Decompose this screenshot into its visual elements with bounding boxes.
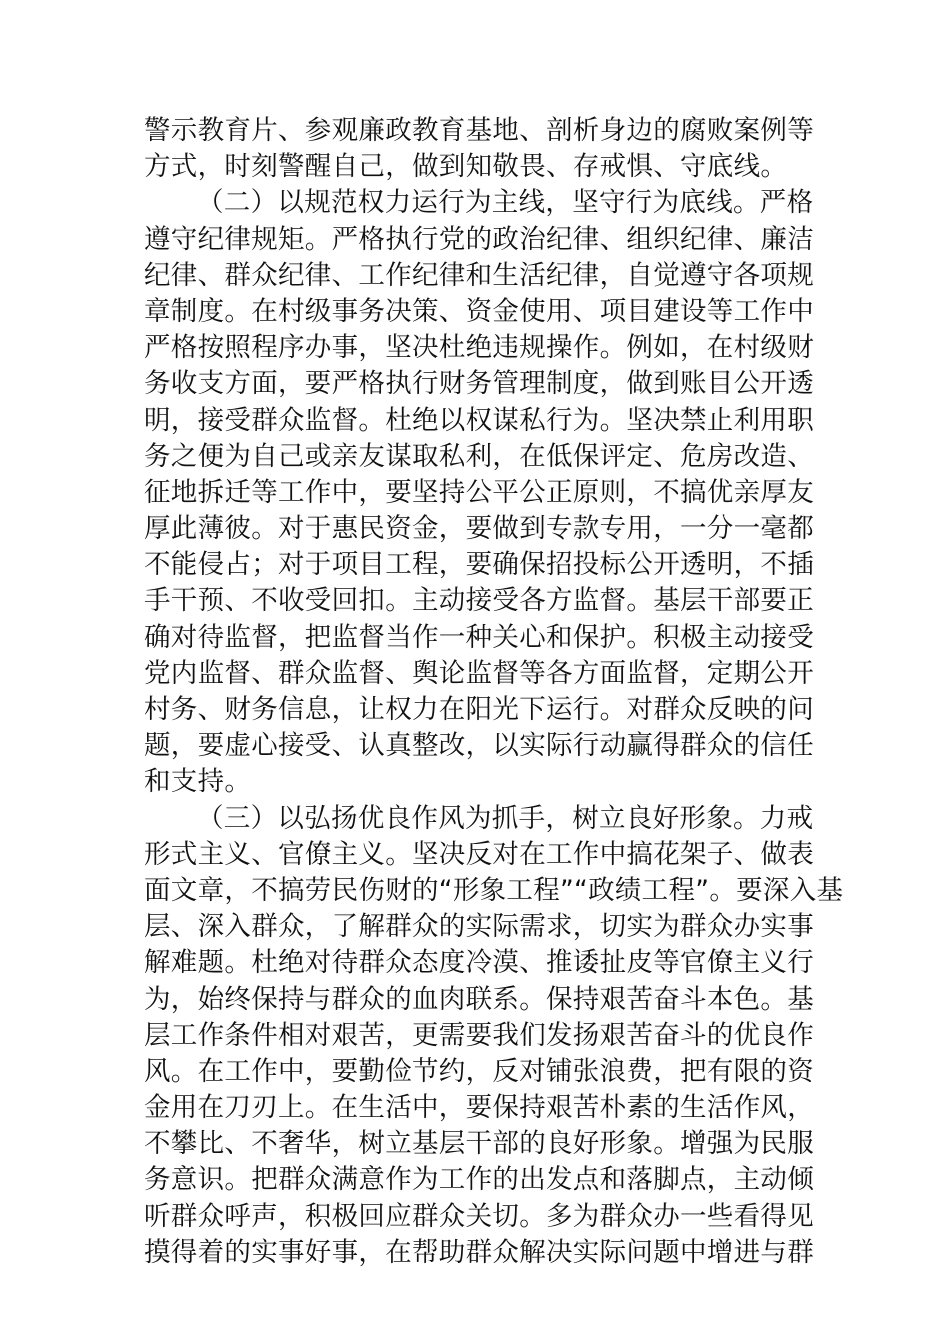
text-line: 务之便为自己或亲友谋取私利，在低保评定、危房改造、 [144, 440, 814, 472]
text-line: 和支持。 [144, 766, 252, 798]
text-line: 形式主义、官僚主义。坚决反对在工作中搞花架子、做表 [144, 838, 814, 870]
text-line: 务收支方面，要严格执行财务管理制度，做到账目公开透 [144, 368, 814, 400]
text-line: 纪律、群众纪律、工作纪律和生活纪律，自觉遵守各项规 [144, 259, 814, 291]
section-heading-line: （三）以弘扬优良作风为抓手，树立良好形象。力戒 [197, 802, 814, 834]
text-line: 确对待监督，把监督当作一种关心和保护。积极主动接受 [144, 621, 814, 653]
text-line: 听群众呼声，积极回应群众关切。多为群众办一些看得见 [144, 1200, 814, 1232]
text-line: 面文章，不搞劳民伤财的“形象工程”“政绩工程”。要深入基 [144, 874, 844, 906]
text-line: 不攀比、不奢华，树立基层干部的良好形象。增强为民服 [144, 1128, 814, 1160]
section-heading-line: （二）以规范权力运行为主线，坚守行为底线。严格 [197, 187, 814, 219]
text-line: 摸得着的实事好事，在帮助群众解决实际问题中增进与群 [144, 1236, 814, 1268]
text-line: 为，始终保持与群众的血肉联系。保持艰苦奋斗本色。基 [144, 983, 814, 1015]
text-line: 方式，时刻警醒自己，做到知敬畏、存戒惧、守底线。 [144, 151, 788, 183]
text-line: 题，要虚心接受、认真整改，以实际行动赢得群众的信任 [144, 730, 814, 762]
text-line: 手干预、不收受回扣。主动接受各方监督。基层干部要正 [144, 585, 814, 617]
text-line: 务意识。把群众满意作为工作的出发点和落脚点，主动倾 [144, 1164, 814, 1196]
body-text [144, 113, 844, 1271]
text-line: 不能侵占；对于项目工程，要确保招投标公开透明，不插 [144, 549, 814, 581]
text-line: 党内监督、群众监督、舆论监督等各方面监督，定期公开 [144, 657, 814, 689]
text-line: 遵守纪律规矩。严格执行党的政治纪律、组织纪律、廉洁 [144, 223, 814, 255]
text-line: 征地拆迁等工作中，要坚持公平公正原则，不搞优亲厚友 [144, 476, 814, 508]
text-line: 村务、财务信息，让权力在阳光下运行。对群众反映的问 [144, 694, 814, 725]
text-line: 风。在工作中，要勤俭节约，反对铺张浪费，把有限的资 [144, 1055, 814, 1087]
text-line: 明，接受群众监督。杜绝以权谋私行为。坚决禁止利用职 [144, 404, 814, 436]
text-line: 章制度。在村级事务决策、资金使用、项目建设等工作中 [144, 295, 814, 327]
text-line: 金用在刀刃上。在生活中，要保持艰苦朴素的生活作风， [144, 1092, 814, 1124]
text-line: 层、深入群众，了解群众的实际需求，切实为群众办实事 [144, 911, 814, 943]
text-line: 严格按照程序办事，坚决杜绝违规操作。例如，在村级财 [144, 332, 814, 364]
text-line: 层工作条件相对艰苦，更需要我们发扬艰苦奋斗的优良作 [144, 1019, 814, 1051]
text-line: 解难题。杜绝对待群众态度冷漠、推诿扯皮等官僚主义行 [144, 947, 814, 979]
text-line: 警示教育片、参观廉政教育基地、剖析身边的腐败案例等 [144, 115, 814, 146]
text-line: 厚此薄彼。对于惠民资金，要做到专款专用，一分一毫都 [144, 513, 814, 545]
